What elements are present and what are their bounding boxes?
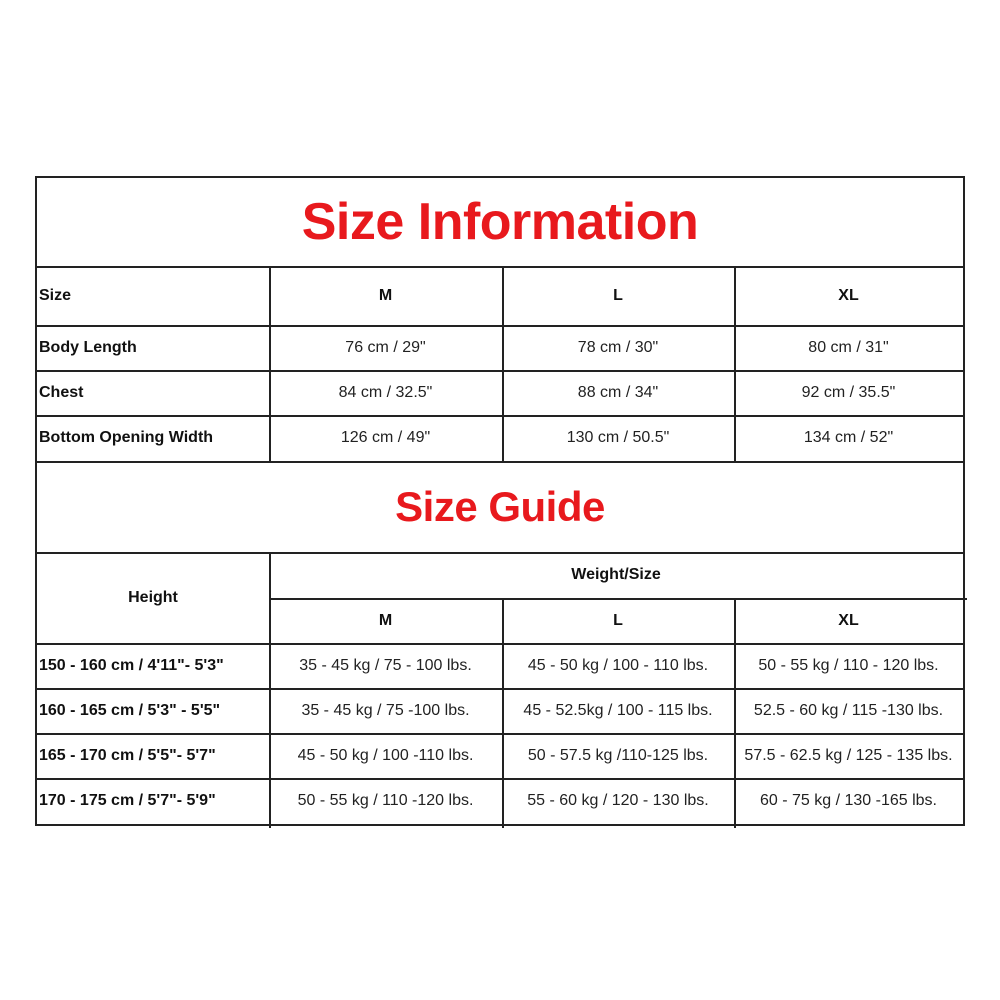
height-row-label: 165 - 170 cm / 5'5"- 5'7" <box>39 746 216 764</box>
table-cell: 35 - 45 kg / 75 - 100 lbs. <box>299 656 472 674</box>
table-cell: 130 cm / 50.5" <box>566 429 670 446</box>
size-guide-title: Size Guide <box>395 482 605 530</box>
guide-header-xl: XL <box>838 611 859 629</box>
size-information-title: Size Information <box>301 193 699 251</box>
guide-header-m: M <box>378 611 393 629</box>
table-cell: 76 cm / 29" <box>345 338 426 356</box>
height-row-label: 160 - 165 cm / 5'3" - 5'5" <box>39 701 221 719</box>
size-header-label: Size <box>39 286 72 304</box>
row-label-body-length: Body Length <box>39 338 137 356</box>
table-cell: 60 - 75 kg / 130 -165 lbs. <box>760 792 937 809</box>
table-cell: 78 cm / 30" <box>577 338 659 356</box>
table-cell: 45 - 52.5kg / 100 - 115 lbs. <box>523 701 713 719</box>
table-cell: 80 cm / 31" <box>808 338 889 356</box>
table-cell: 45 - 50 kg / 100 - 110 lbs. <box>527 656 709 674</box>
table-cell: 55 - 60 kg / 120 - 130 lbs. <box>527 792 709 809</box>
row-label-bottom-opening-width: Bottom Opening Width <box>39 429 214 446</box>
table-cell: 126 cm / 49" <box>340 429 431 446</box>
table-cell: 50 - 57.5 kg /110-125 lbs. <box>527 746 709 764</box>
table-cell: 35 - 45 kg / 75 -100 lbs. <box>301 701 470 719</box>
table-cell: 88 cm / 34" <box>577 383 659 401</box>
height-row-label: 170 - 175 cm / 5'7"- 5'9" <box>39 792 216 809</box>
size-header-xl: XL <box>838 286 859 304</box>
size-header-m: M <box>378 286 393 304</box>
table-cell: 84 cm / 32.5" <box>338 383 433 401</box>
table-cell: 52.5 - 60 kg / 115 -130 lbs. <box>753 701 944 719</box>
height-row-label: 150 - 160 cm / 4'11"- 5'3" <box>39 656 224 674</box>
height-header: Height <box>128 588 178 606</box>
table-cell: 50 - 55 kg / 110 -120 lbs. <box>297 792 474 809</box>
table-cell: 50 - 55 kg / 110 - 120 lbs. <box>758 656 939 674</box>
weight-size-header: Weight/Size <box>571 566 661 583</box>
table-cell: 134 cm / 52" <box>803 429 894 446</box>
size-header-l: L <box>613 286 623 304</box>
table-cell: 57.5 - 62.5 kg / 125 - 135 lbs. <box>744 746 953 764</box>
table-cell: 92 cm / 35.5" <box>801 383 896 401</box>
row-label-chest: Chest <box>39 383 84 401</box>
size-chart <box>35 176 965 826</box>
guide-header-l: L <box>613 611 623 629</box>
table-cell: 45 - 50 kg / 100 -110 lbs. <box>297 746 474 764</box>
